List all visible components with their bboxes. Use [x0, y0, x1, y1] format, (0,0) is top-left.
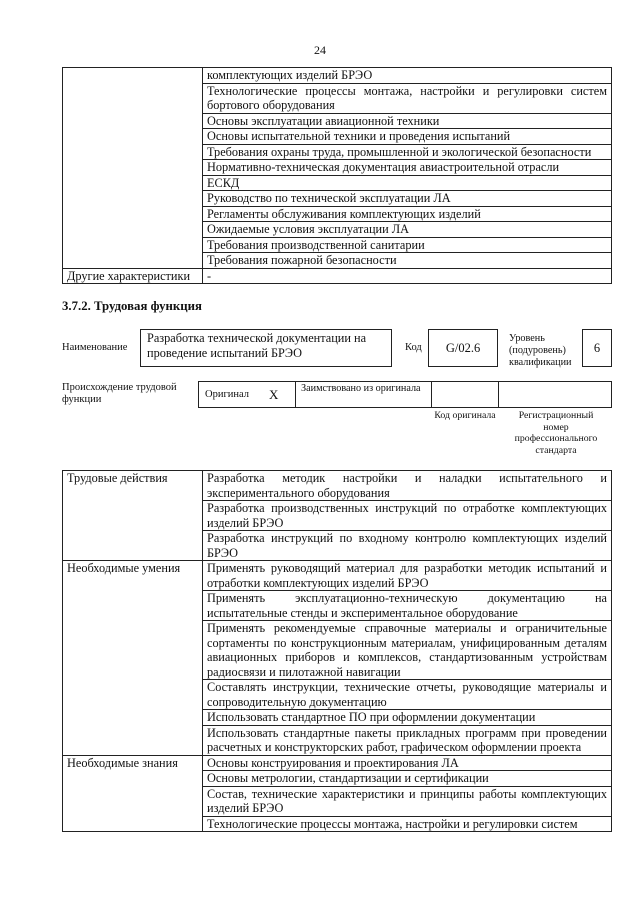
page-number: 24	[314, 43, 326, 57]
table-cell: Регламенты обслуживания комплектующих изделий	[203, 206, 612, 222]
level-value-box: 6	[582, 329, 612, 367]
table-cell: Разработка инструкций по входному контролю комплектующих изделий БРЭО	[203, 531, 612, 561]
table-cell: Разработка производственных инструкций по отработке комплектующих изделий БРЭО	[203, 501, 612, 531]
table-cell: -	[203, 268, 612, 284]
table-cell: Требования охраны труда, промышленной и экологической безопасности	[203, 144, 612, 160]
name-label: Наименование	[62, 342, 128, 353]
table-row	[63, 561, 612, 591]
table-cell: комплектующих изделий БРЭО	[203, 68, 612, 84]
table-cell: Разработка методик настройки и наладки испытательного и экспериментального оборудования	[203, 471, 612, 501]
code-label: Код	[405, 342, 422, 353]
row-label: Трудовые действия	[63, 471, 203, 561]
table-row	[63, 755, 612, 771]
code-original-box	[431, 381, 499, 408]
row-label: Другие характеристики	[63, 268, 203, 284]
table-cell: Основы эксплуатации авиационной техники	[203, 113, 612, 129]
level-label: Уровень (подуровень) квалификации	[509, 333, 572, 368]
table-cell: Применять эксплуатационно-техническую документацию на испытательные стенды и экспериментальное оборудование	[203, 591, 612, 621]
table-cell: Использовать стандартное ПО при оформлении документации	[203, 710, 612, 726]
table-cell: Применять руководящий материал для разработки методик испытаний и отработки комплектующих изделий БРЭО	[203, 561, 612, 591]
table-cell: Ожидаемые условия эксплуатации ЛА	[203, 222, 612, 238]
reg-number-box	[498, 381, 612, 408]
knowledge-continuation-table	[62, 67, 612, 284]
function-name-box: Разработка технической документации на проведение испытаний БРЭО	[140, 329, 392, 367]
table-cell: Нормативно-техническая документация авиастроительной отрасли	[203, 160, 612, 176]
section-title: 3.7.2. Трудовая функция	[62, 299, 202, 313]
row-label: Необходимые умения	[63, 561, 203, 756]
table-cell: Требования пожарной безопасности	[203, 253, 612, 269]
original-mark: X	[269, 387, 279, 402]
table-cell: Применять рекомендуемые справочные материалы и ограничительные сортаменты по конструкционным материалам, унифицированным деталям авиационных приборов и комплексов, стандартизованным устройствам радиосвязи и пилотажной навигации	[203, 621, 612, 680]
table-row	[63, 471, 612, 501]
table-cell: Руководство по технической эксплуатации ЛА	[203, 191, 612, 207]
function-code-box: G/02.6	[428, 329, 498, 367]
original-box	[198, 381, 296, 408]
reg-number-caption: Регистрационный номер профессионального стандарта	[514, 410, 598, 456]
table-cell: Технологические процессы монтажа, настройки и регулировки систем	[203, 816, 612, 832]
original-label: Оригинал	[205, 389, 249, 400]
table-row	[63, 68, 612, 84]
function-details-table	[62, 470, 612, 832]
row-label: Необходимые знания	[63, 755, 203, 832]
row-label	[63, 68, 203, 269]
borrowed-box: Заимствовано из оригинала	[295, 381, 432, 408]
table-cell: ЕСКД	[203, 175, 612, 191]
table-cell: Основы конструирования и проектирования ЛА	[203, 755, 612, 771]
table-cell: Составлять инструкции, технические отчеты, руководящие материалы и сопроводительную документацию	[203, 680, 612, 710]
table-cell: Требования производственной санитарии	[203, 237, 612, 253]
origin-label: Происхождение трудовой функции	[62, 382, 177, 405]
table-row	[63, 268, 612, 284]
table-cell: Основы испытательной техники и проведения испытаний	[203, 129, 612, 145]
table-cell: Технологические процессы монтажа, настройки и регулировки систем бортового оборудования	[203, 83, 612, 113]
table-cell: Основы метрологии, стандартизации и сертификации	[203, 771, 612, 787]
code-original-caption: Код оригинала	[434, 410, 496, 421]
table-cell: Использовать стандартные пакеты прикладных программ при проведении расчетных и конструкторских работ, графическом оформлении проекта	[203, 725, 612, 755]
table-cell: Состав, технические характеристики и принципы работы комплектующих изделий БРЭО	[203, 786, 612, 816]
